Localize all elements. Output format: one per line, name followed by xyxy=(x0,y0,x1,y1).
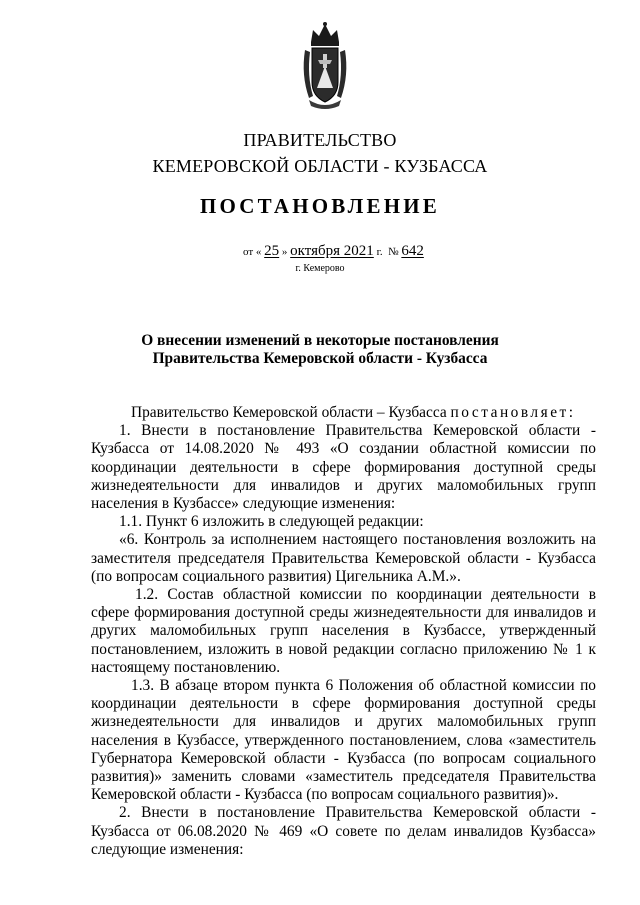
date-year-suffix: г. xyxy=(376,246,383,258)
intro-paragraph xyxy=(91,404,596,422)
intro-decree-word: постановляет: xyxy=(450,404,576,421)
coat-of-arms-emblem xyxy=(299,20,351,112)
date-prefix: от « xyxy=(243,246,262,258)
subject-line2: Правительства Кемеровской области - Кузбасса xyxy=(152,350,488,367)
government-name-line1: ПРАВИТЕЛЬСТВО xyxy=(243,130,397,150)
date-separator: » xyxy=(281,246,288,258)
document-body xyxy=(91,404,596,859)
paragraph-1-2: 1.2. Состав областной комиссии по координации деятельности в сфере формирования доступной среды жизнедеятельности для инвалидов и других маломобильных групп населения в Кузбассе, утвержденный постановлением, изложить в новой редакции согласно приложению № 1 к настоящему постановлению. xyxy=(91,586,596,676)
document-number: 642 xyxy=(401,243,424,259)
number-prefix: № xyxy=(388,246,399,258)
government-name-line2: КЕМЕРОВСКОЙ ОБЛАСТИ - КУЗБАССА xyxy=(152,156,488,176)
document-type-title: ПОСТАНОВЛЕНИЕ xyxy=(199,194,441,218)
date-month-year: октября 2021 xyxy=(290,243,374,259)
paragraph-2: 2. Внести в постановление Правительства Кемеровской области - Кузбасса от 06.08.2020 № 469 «О совете по делам инвалидов Кузбасса» следующие изменения: xyxy=(91,804,596,858)
intro-text: Правительство Кемеровской области – Кузбасса xyxy=(131,404,447,421)
document-subject xyxy=(0,332,640,368)
paragraph-1-3: 1.3. В абзаце втором пункта 6 Положения об областной комиссии по координации деятельности в сфере формирования доступной среды жизнедеятельности для инвалидов и других маломобильных групп населения в Кузбассе, утвержденного постановлением, слова «заместитель Губернатора Кемеровской области - Кузбасса (по вопросам социального развития)» заменить словами «заместитель председателя Правительства Кемеровской области - Кузбасса (по вопросам социального развития)». xyxy=(91,677,596,804)
paragraph-1-1-quote: «6. Контроль за исполнением настоящего постановления возложить на заместителя председателя Правительства Кемеровской области - Кузбасса (по вопросам социального развития) Цигельника А.М.». xyxy=(91,531,596,585)
subject-line1: О внесении изменений в некоторые постановления xyxy=(141,332,499,349)
date-number-line xyxy=(243,243,424,260)
city-label: г. Кемерово xyxy=(295,263,345,274)
date-day: 25 xyxy=(264,243,280,259)
paragraph-1-1: 1.1. Пункт 6 изложить в следующей редакции: xyxy=(119,513,424,531)
paragraph-1: 1. Внести в постановление Правительства Кемеровской области - Кузбасса от 14.08.2020 № 493 «О создании областной комиссии по координации деятельности в сфере формирования доступной среды жизнедеятельности для инвалидов и других маломобильных групп населения в Кузбассе» следующие изменения: xyxy=(91,422,596,513)
